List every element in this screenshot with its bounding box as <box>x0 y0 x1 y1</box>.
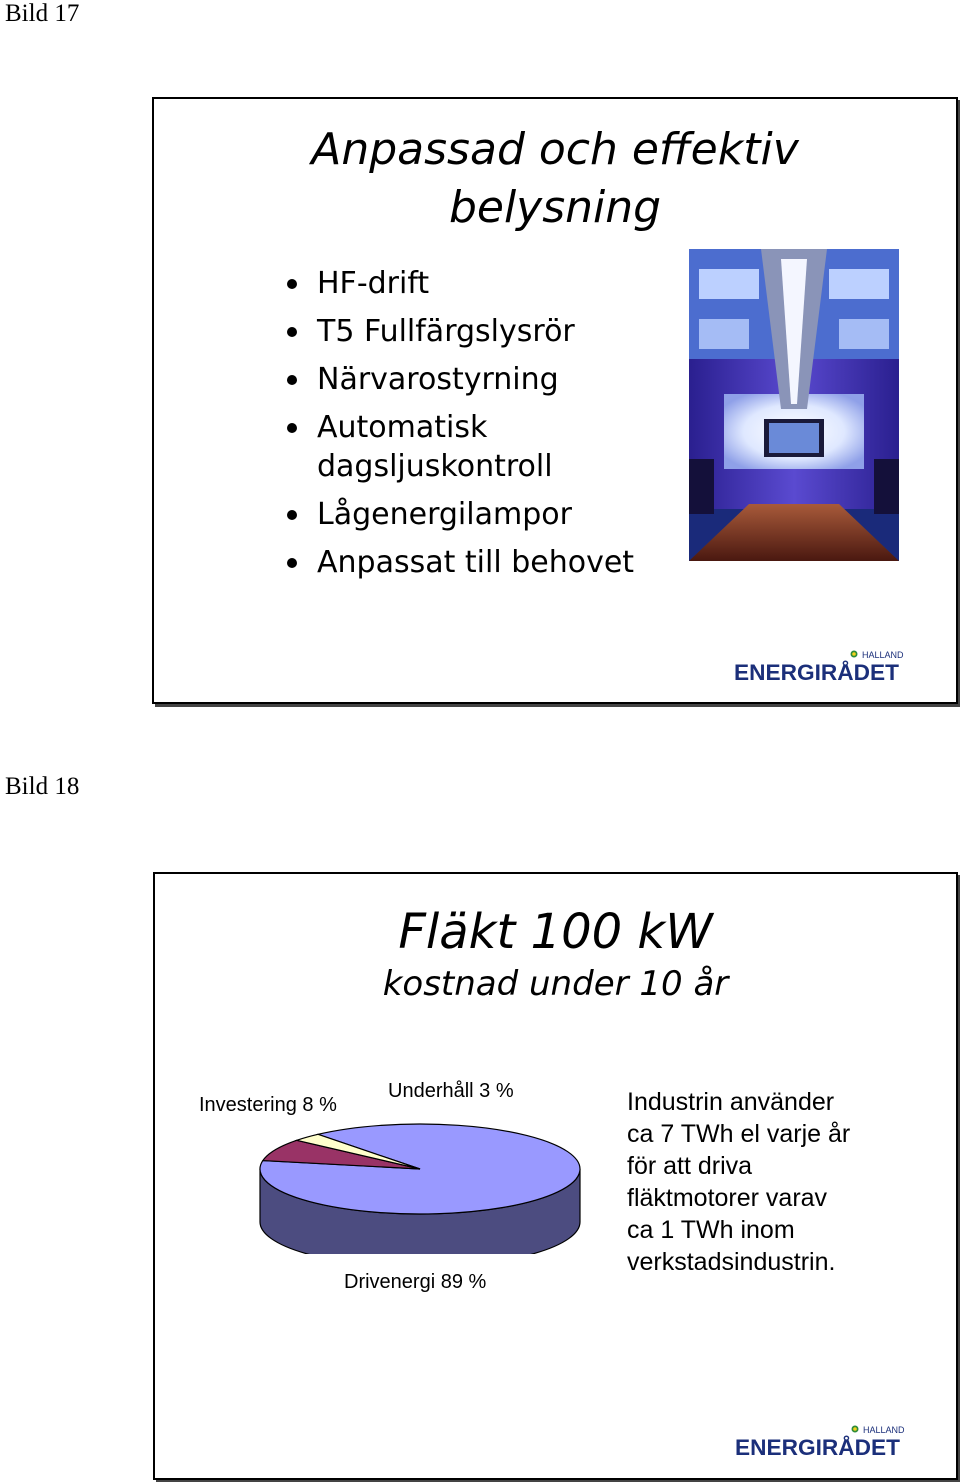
bullet-item <box>287 312 667 351</box>
pie-label-investering: Investering 8 % <box>199 1094 337 1116</box>
bullet-text: HF-drift <box>317 266 430 301</box>
slide-number-18: Bild 18 <box>5 773 80 800</box>
slide-title <box>154 121 956 237</box>
bullet-text: Närvarostyrning <box>317 362 559 397</box>
info-line: verkstadsindustrin. <box>627 1248 836 1276</box>
bullet-item <box>287 408 667 486</box>
logo-brand: ENERGIRÅDET <box>735 1435 900 1460</box>
energiradet-logo <box>735 1426 915 1462</box>
slide-title-line1: Anpassad och effektiv <box>311 124 799 175</box>
bullet-text: Lågenergilampor <box>317 497 572 532</box>
logo-region: HALLAND <box>863 1425 905 1435</box>
bullet-icon <box>287 423 297 433</box>
bullet-item <box>287 360 667 399</box>
bullet-item <box>287 264 667 303</box>
slide-17 <box>152 97 958 704</box>
bullet-text: T5 Fullfärgslysrör <box>317 314 575 349</box>
bullet-list <box>287 264 667 591</box>
pie-chart <box>255 1114 585 1254</box>
bullet-text: Anpassat till behovet <box>317 545 635 580</box>
slide-title-line2: belysning <box>448 182 662 233</box>
slide-title: Fläkt 100 kW <box>398 904 713 960</box>
bullet-text: Automatisk dagsljuskontroll <box>317 410 553 484</box>
info-line: Industrin använder <box>627 1088 835 1116</box>
slide-subtitle: kostnad under 10 år <box>382 964 729 1004</box>
info-line: ca 7 TWh el varje år <box>627 1120 851 1148</box>
bullet-icon <box>287 558 297 568</box>
sun-icon <box>849 1423 861 1435</box>
logo-region: HALLAND <box>862 650 904 660</box>
info-line: för att driva <box>627 1152 753 1180</box>
sun-icon <box>848 648 860 660</box>
conference-room-photo <box>689 249 899 561</box>
bullet-icon <box>287 279 297 289</box>
bullet-icon <box>287 375 297 385</box>
bullet-item <box>287 543 667 582</box>
info-line: fläktmotorer varav <box>627 1184 828 1212</box>
pie-label-underhall: Underhåll 3 % <box>388 1080 514 1102</box>
bullet-icon <box>287 510 297 520</box>
logo-brand: ENERGIRÅDET <box>734 660 899 685</box>
slide-18 <box>153 872 958 1480</box>
info-text <box>627 1086 947 1278</box>
energiradet-logo <box>734 651 914 687</box>
pie-label-drivenergi: Drivenergi 89 % <box>344 1271 487 1293</box>
info-line: ca 1 TWh inom <box>627 1216 795 1244</box>
slide-number-17: Bild 17 <box>5 0 80 27</box>
bullet-item <box>287 495 667 534</box>
bullet-icon <box>287 327 297 337</box>
